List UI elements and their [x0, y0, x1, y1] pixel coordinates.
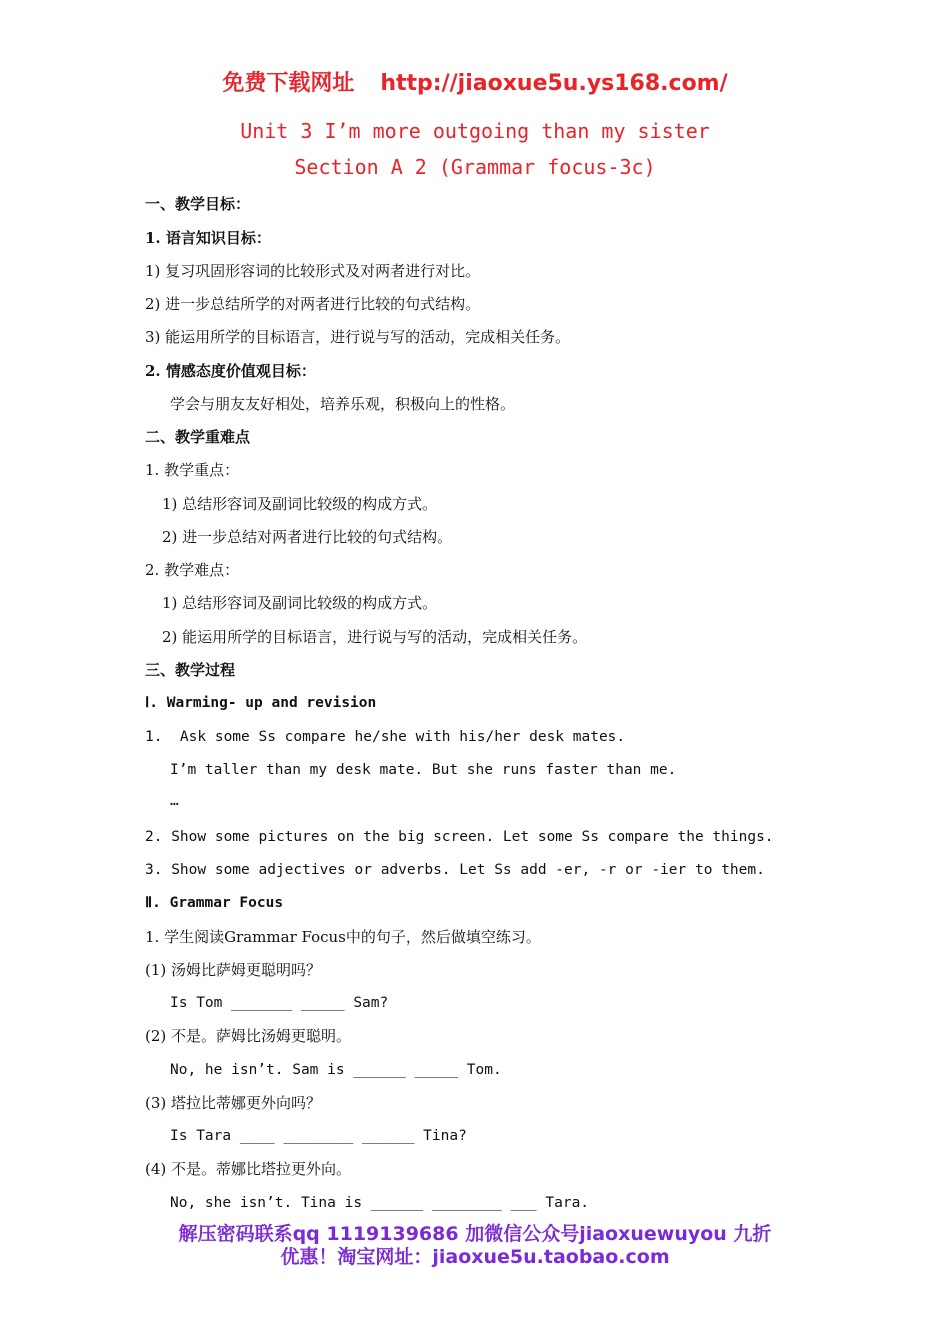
section-heading-key-points: 二、教学重难点	[145, 428, 251, 446]
subheading-knowledge: 1. 语言知识目标：	[145, 229, 271, 247]
subheading-attitude: 2. 情感态度价值观目标：	[145, 362, 316, 380]
exercise-blank: Is Tara ____ ________ ______ Tina?	[170, 1128, 467, 1144]
list-item: 1) 复习巩固形容词的比较形式及对两者进行对比。	[145, 262, 481, 280]
header-ad	[0, 66, 950, 97]
exercise-blank: No, he isn’t. Sam is ______ _____ Tom.	[170, 1062, 502, 1078]
exercise-blank: Is Tom _______ _____ Sam?	[170, 995, 389, 1011]
list-item: 1. Ask some Ss compare he/she with his/her desk mates.	[145, 729, 626, 745]
list-item: 1) 总结形容词及副词比较级的构成方式。	[162, 495, 438, 513]
list-item: 1. 学生阅读Grammar Focus中的句子，然后做填空练习。	[145, 928, 541, 946]
exercise-prompt: (3) 塔拉比蒂娜更外向吗？	[145, 1094, 322, 1112]
header-ad-link[interactable]: http://jiaoxue5u.ys168.com/	[380, 71, 728, 96]
footer-ad-line2: 优惠！淘宝网址：jiaoxue5u.taobao.com	[280, 1246, 670, 1268]
list-item: 2. Show some pictures on the big screen. Let some Ss compare the things.	[145, 829, 774, 845]
list-item: 3. Show some adjectives or adverbs. Let Ss add -er, -r or -ier to them.	[145, 862, 765, 878]
list-item: 2) 进一步总结所学的对两者进行比较的句式结构。	[145, 295, 481, 313]
subheading-warming-up: Ⅰ. Warming- up and revision	[145, 695, 377, 711]
exercise-prompt: (4) 不是。蒂娜比塔拉更外向。	[145, 1160, 352, 1178]
subheading-difficult: 2. 教学难点：	[145, 561, 240, 579]
section-heading-process: 三、教学过程	[145, 661, 236, 679]
exercise-prompt: (1) 汤姆比萨姆更聪明吗？	[145, 961, 322, 979]
list-item: 2) 能运用所学的目标语言，进行说与写的活动，完成相关任务。	[162, 628, 588, 646]
example-sentence: I’m taller than my desk mate. But she runs faster than me.	[170, 762, 677, 778]
exercise-blank: No, she isn’t. Tina is ______ ________ ___ Tara.	[170, 1195, 590, 1211]
subheading-grammar-focus: Ⅱ. Grammar Focus	[145, 895, 284, 911]
exercise-prompt: (2) 不是。萨姆比汤姆更聪明。	[145, 1027, 352, 1045]
paragraph: 学会与朋友友好相处，培养乐观，积极向上的性格。	[170, 395, 516, 413]
section-heading-objectives: 一、教学目标：	[145, 195, 251, 213]
header-ad-text: 免费下载网址	[222, 71, 355, 96]
subheading-key: 1. 教学重点：	[145, 461, 240, 479]
list-item: 1) 总结形容词及副词比较级的构成方式。	[162, 594, 438, 612]
list-item: 3) 能运用所学的目标语言，进行说与写的活动，完成相关任务。	[145, 328, 571, 346]
doc-title: Unit 3 I’m more outgoing than my sister	[240, 119, 710, 143]
footer-ad-line1: 解压密码联系qq 1119139686 加微信公众号jiaoxuewuyou 九折	[178, 1223, 772, 1245]
list-item: 2) 进一步总结对两者进行比较的句式结构。	[162, 528, 453, 546]
ellipsis: …	[170, 793, 179, 809]
doc-subtitle: Section A 2 (Grammar focus-3c)	[294, 155, 656, 179]
